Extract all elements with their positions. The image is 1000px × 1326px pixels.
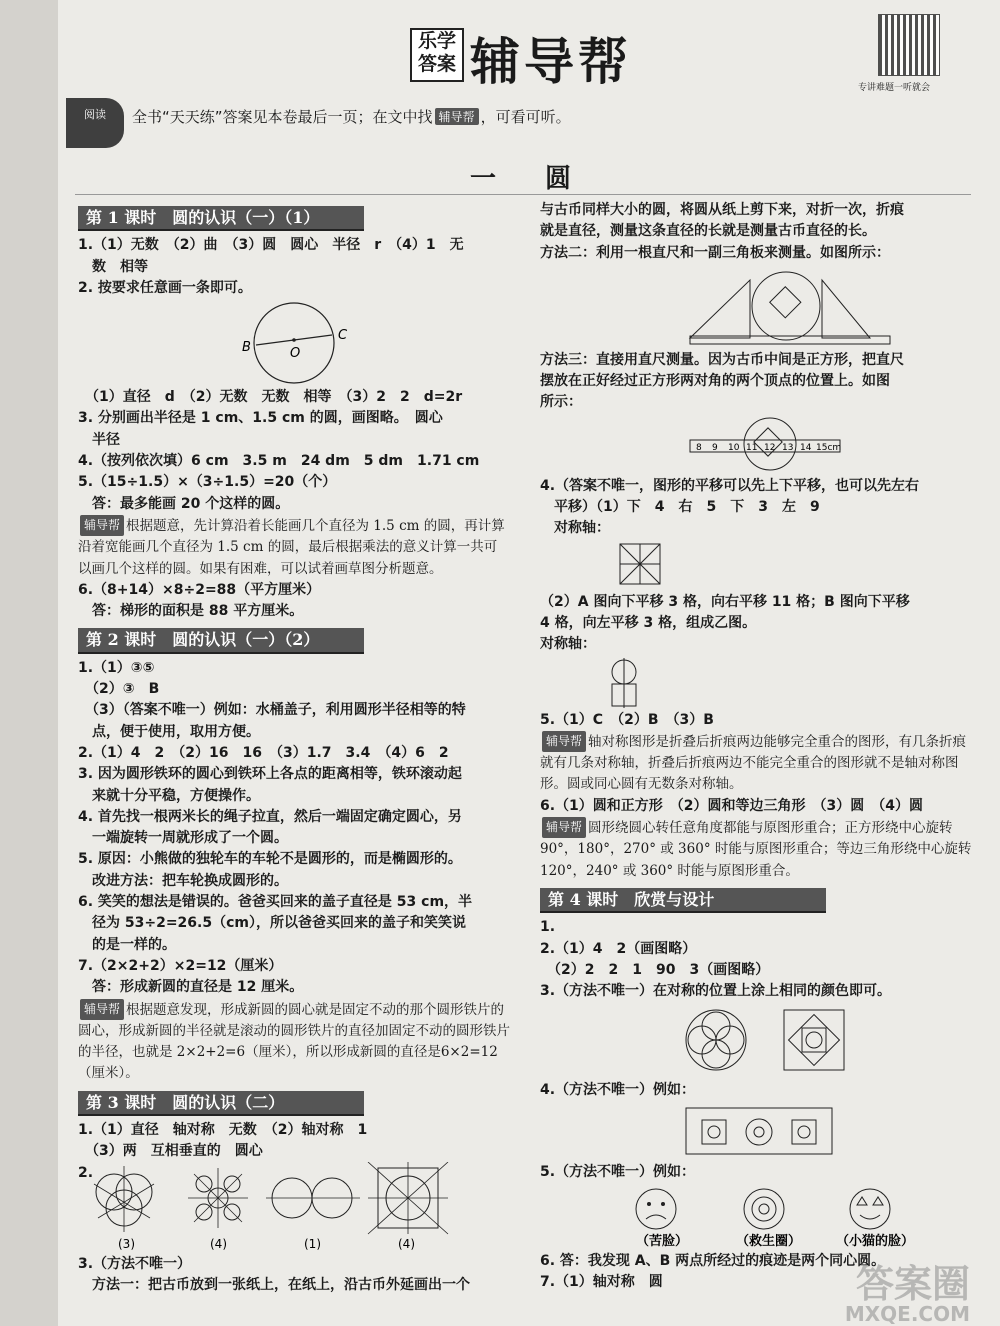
answer-line: 2. 按要求任意画一条即可。 (78, 279, 252, 296)
answer-line: （3）两 互相垂直的 圆心 (78, 1143, 263, 1160)
answer-line: 来就十分平稳，方便操作。 (78, 787, 260, 804)
answer-line: （2）A 图向下平移 3 格，向右平移 11 格；B 图向下平移 (540, 593, 910, 610)
answer-line: 1.（1）无数 （2）曲 （3）圆 圆心 半径 r （4）1 无 (78, 237, 464, 254)
intro-note (132, 106, 571, 127)
answer-line: 3.（方法不唯一） (78, 1255, 192, 1272)
face-caption: （苦脸） (636, 1234, 689, 1250)
answer-line: 3. 因为圆形铁环的圆心到铁环上各点的距离相等，铁环滚动起 (78, 766, 462, 783)
section-title: 第 4 课时 欣赏与设计 (540, 888, 826, 913)
helper-hint (78, 515, 510, 580)
answer-line: （2）③ B (78, 681, 160, 698)
hint-text: 根据题意发现，形成新圆的圆心就是固定不动的那个圆形铁片的圆心，形成新圆的半径就是滚动的圆形铁片的直径加固定不动的圆形铁片的半径，也就是 2×2+2=6（厘米），所以形成新圆的直径是6×2=12（厘米）。 (78, 1001, 510, 1082)
watermark-url: MXQE.COM (844, 1302, 970, 1326)
answer-line: 摆放在正好经过正方形两对角的两个顶点的位置上。如图 (540, 373, 890, 390)
ruler-tick-label: 12 (764, 442, 776, 453)
helper-tag[interactable]: 辅导帮 (80, 999, 124, 1020)
section-title: 第 3 课时 圆的认识（二） (78, 1091, 364, 1116)
circle-diagram (78, 301, 510, 385)
answer-line: 4 格，向左平移 3 格，组成乙图。 (540, 614, 757, 631)
divider (75, 194, 971, 195)
ruler-coin-diagram (540, 416, 972, 474)
answer-line: 4.（答案不唯一，图形的平移可以先上下平移，也可以先左右 (540, 477, 920, 494)
face-caption: （救生圈） (736, 1234, 802, 1250)
qr-code-icon[interactable] (878, 14, 940, 76)
note-suffix: ，可看可听。 (480, 108, 571, 126)
watermark: 答案圈 (855, 1262, 970, 1306)
answer-line: 方法二：利用一根直尺和一副三角板来测量。如图所示： (540, 244, 890, 261)
answer-line: （3）（答案不唯一）例如：水桶盖子，利用圆形半径相等的特 (78, 702, 466, 719)
answer-line: 3.（方法不唯一）在对称的位置上涂上相同的颜色即可。 (540, 983, 892, 1000)
answer-line: 5.（方法不唯一）例如： (540, 1163, 696, 1180)
hint-text: 圆形绕圆心转任意角度都能与原图形重合；正方形绕中心旋转 90°，180°，270° 或 360° 时能与原图形重合；等边三角形绕中心旋转 120°，240° 或 360° 时能与原图形重合。 (540, 820, 972, 879)
design-patterns (540, 1004, 972, 1078)
read-badge (66, 98, 124, 148)
answer-line: 6. 笑笑的想法是错误的。爸爸买回来的盖子直径是 53 cm，半 (78, 894, 473, 911)
answer-line: （1）直径 d （2）无数 无数 相等 （3）2 2 d=2r (78, 389, 463, 406)
ruler-tick-label: 15cm (816, 442, 842, 453)
logo-text-bottom: 答案 (417, 53, 456, 75)
point-label-o: O (290, 346, 301, 362)
answer-line: 4.（按列依次填）6 cm 3.5 m 24 dm 5 dm 1.71 cm (78, 453, 480, 470)
left-margin-strip (0, 0, 58, 1326)
figure-three-circles (94, 1166, 154, 1232)
answer-line: 一端旋转一周就形成了一个圆。 (78, 830, 288, 847)
helper-hint (78, 999, 510, 1085)
answer-line: （2）2 2 1 90 3（画图略） (540, 961, 770, 978)
answer-line: 4. 首先找一根两米长的绳子拉直，然后一端固定确定圆心，另 (78, 808, 462, 825)
answer-line: 2. (78, 1164, 94, 1181)
section-title: 第 2 课时 圆的认识（一）（2） (78, 628, 364, 653)
answer-line: 方法三：直接用直尺测量。因为古币中间是正方形，把直尺 (540, 351, 904, 368)
answer-line: 径为 53÷2=26.5（cm），所以爸爸买回来的盖子和笑笑说 (78, 915, 466, 932)
sad-face-icon (636, 1189, 676, 1229)
answer-line: 1.（1）③⑤ (78, 659, 155, 676)
ruler-tick-label: 11 (746, 442, 758, 453)
logo-text-top: 乐学 (417, 30, 456, 52)
answer-line: 1.（1）直径 轴对称 无数 （2）轴对称 1 (78, 1121, 368, 1138)
example-design (540, 1104, 972, 1160)
answer-line: 5. 原因：小熊做的独轮车的车轮不是圆形的，而是椭圆形的。 (78, 851, 462, 868)
answer-line: 答：最多能画 20 个这样的圆。 (78, 495, 290, 512)
ruler-tick-label: 8 (696, 442, 702, 453)
helper-tag[interactable]: 辅导帮 (80, 515, 124, 536)
page-title: 辅导帮 (470, 32, 632, 91)
pattern-squares (784, 1010, 844, 1070)
answer-line: 数 相等 (78, 258, 148, 275)
helper-tag[interactable]: 辅导帮 (542, 817, 586, 838)
badge-label: 阅读 (84, 108, 106, 121)
hint-text: 轴对称图形是折叠后折痕两边能够完全重合的图形，有几条折痕就有几条对称轴，折叠后折痕两边不能完全重合的图形就不是轴对称图形。圆或同心圆有无数条对称轴。 (540, 733, 967, 793)
figure-flower (188, 1168, 248, 1228)
answer-line: 答：形成新圆的直径是 12 厘米。 (78, 979, 304, 996)
face-designs (540, 1185, 972, 1249)
note-prefix: 全书“天天练”答案见本卷最后一页；在文中找 (132, 108, 433, 126)
figure-square-circle (368, 1162, 448, 1234)
answer-line: 6.（1）圆和正方形 （2）圆和等边三角形 （3）圆 （4）圆 (540, 797, 924, 814)
right-column (540, 200, 972, 1294)
face-caption: （小猫的脸） (836, 1234, 915, 1250)
helper-hint (540, 731, 972, 796)
answer-line: 答：梯形的面积是 88 平方厘米。 (78, 603, 304, 620)
answer-line: 方法一：把古币放到一张纸上，在纸上，沿古币外延画出一个 (78, 1277, 470, 1294)
answer-line: 对称轴： (540, 520, 610, 537)
qr-label: 专讲难题一听就会 (858, 83, 931, 93)
answer-line: 所示： (540, 394, 582, 411)
ruler-tick-label: 14 (800, 442, 812, 453)
answer-line: 改进方法：把车轮换成圆形的。 (78, 872, 288, 889)
figure-caption: (3) (118, 1236, 135, 1251)
answer-line: 平移）（1）下 4 右 5 下 3 左 9 (540, 499, 820, 516)
answer-line: 点，便于使用，取用方便。 (78, 723, 260, 740)
section-title: 第 1 课时 圆的认识（一）（1） (78, 206, 364, 231)
answer-line: 4.（方法不唯一）例如： (540, 1082, 696, 1099)
answer-line: 的是一样的。 (78, 936, 176, 953)
ruler-tick-label: 9 (712, 442, 718, 453)
figure-caption: (1) (304, 1236, 321, 1251)
answer-line: 3. 分别画出半径是 1 cm、1.5 cm 的圆，画图略。 圆心 (78, 410, 443, 427)
answer-line: 1. (540, 919, 556, 936)
answer-line: 6. 答：我发现 A、B 两点所经过的痕迹是两个同心圆。 (540, 1253, 886, 1270)
answer-line: 7.（2×2+2）×2=12（厘米） (78, 957, 283, 974)
answer-line: 7.（1）轴对称 圆 (540, 1274, 663, 1291)
answer-line: 5.（1）C （2）B （3）B (540, 711, 714, 728)
answer-line: 6.（8+14）×8÷2=88（平方厘米） (78, 581, 321, 598)
figure-caption: (4) (210, 1236, 227, 1251)
life-ring-icon (744, 1189, 784, 1229)
answer-line: 就是直径，测量这条直径的长就是测量古币直径的长。 (540, 223, 876, 240)
figure-caption: (4) (398, 1236, 415, 1251)
answer-line: 半径 (78, 431, 120, 448)
helper-hint (540, 817, 972, 882)
helper-tag[interactable]: 辅导帮 (435, 108, 479, 125)
ruler-tick-label: 13 (782, 442, 794, 453)
page-header (400, 22, 650, 91)
pattern-circles (686, 1010, 746, 1070)
point-label-c: C (338, 328, 348, 344)
answer-line: 与古币同样大小的圆，将圆从纸上剪下来，对折一次，折痕 (540, 202, 904, 218)
left-column (78, 200, 510, 1296)
answer-line: 5.（15÷1.5）×（3÷1.5）=20（个） (78, 474, 337, 491)
helper-tag[interactable]: 辅导帮 (542, 731, 586, 752)
answer-line: 2.（1）4 2（画图略） (540, 940, 697, 957)
cat-face-icon (850, 1189, 890, 1229)
hint-text: 根据题意，先计算沿着长能画几个直径为 1.5 cm 的圆，再计算沿着宽能画几个直径为 1.5 cm 的圆，最后根据乘法的意义计算一共可以画几个这样的圆。如果有困难，可以试着画草图分析题意。 (78, 517, 505, 577)
logo (410, 28, 464, 82)
ruler-tick-label: 10 (728, 442, 740, 453)
point-label-b: B (242, 340, 251, 356)
answer-line: 2.（1）4 2 （2）16 16 （3）1.7 3.4 （4）6 2 (78, 744, 449, 761)
ruler-triangle-diagram (540, 266, 972, 348)
axis-figure-square (540, 542, 972, 590)
figure-two-circles (266, 1178, 360, 1218)
answer-line: 对称轴： (540, 636, 596, 653)
chapter-title: 一 圆 (470, 164, 592, 194)
symmetry-figures (78, 1162, 510, 1252)
axis-figure-circle-rect (540, 658, 972, 708)
